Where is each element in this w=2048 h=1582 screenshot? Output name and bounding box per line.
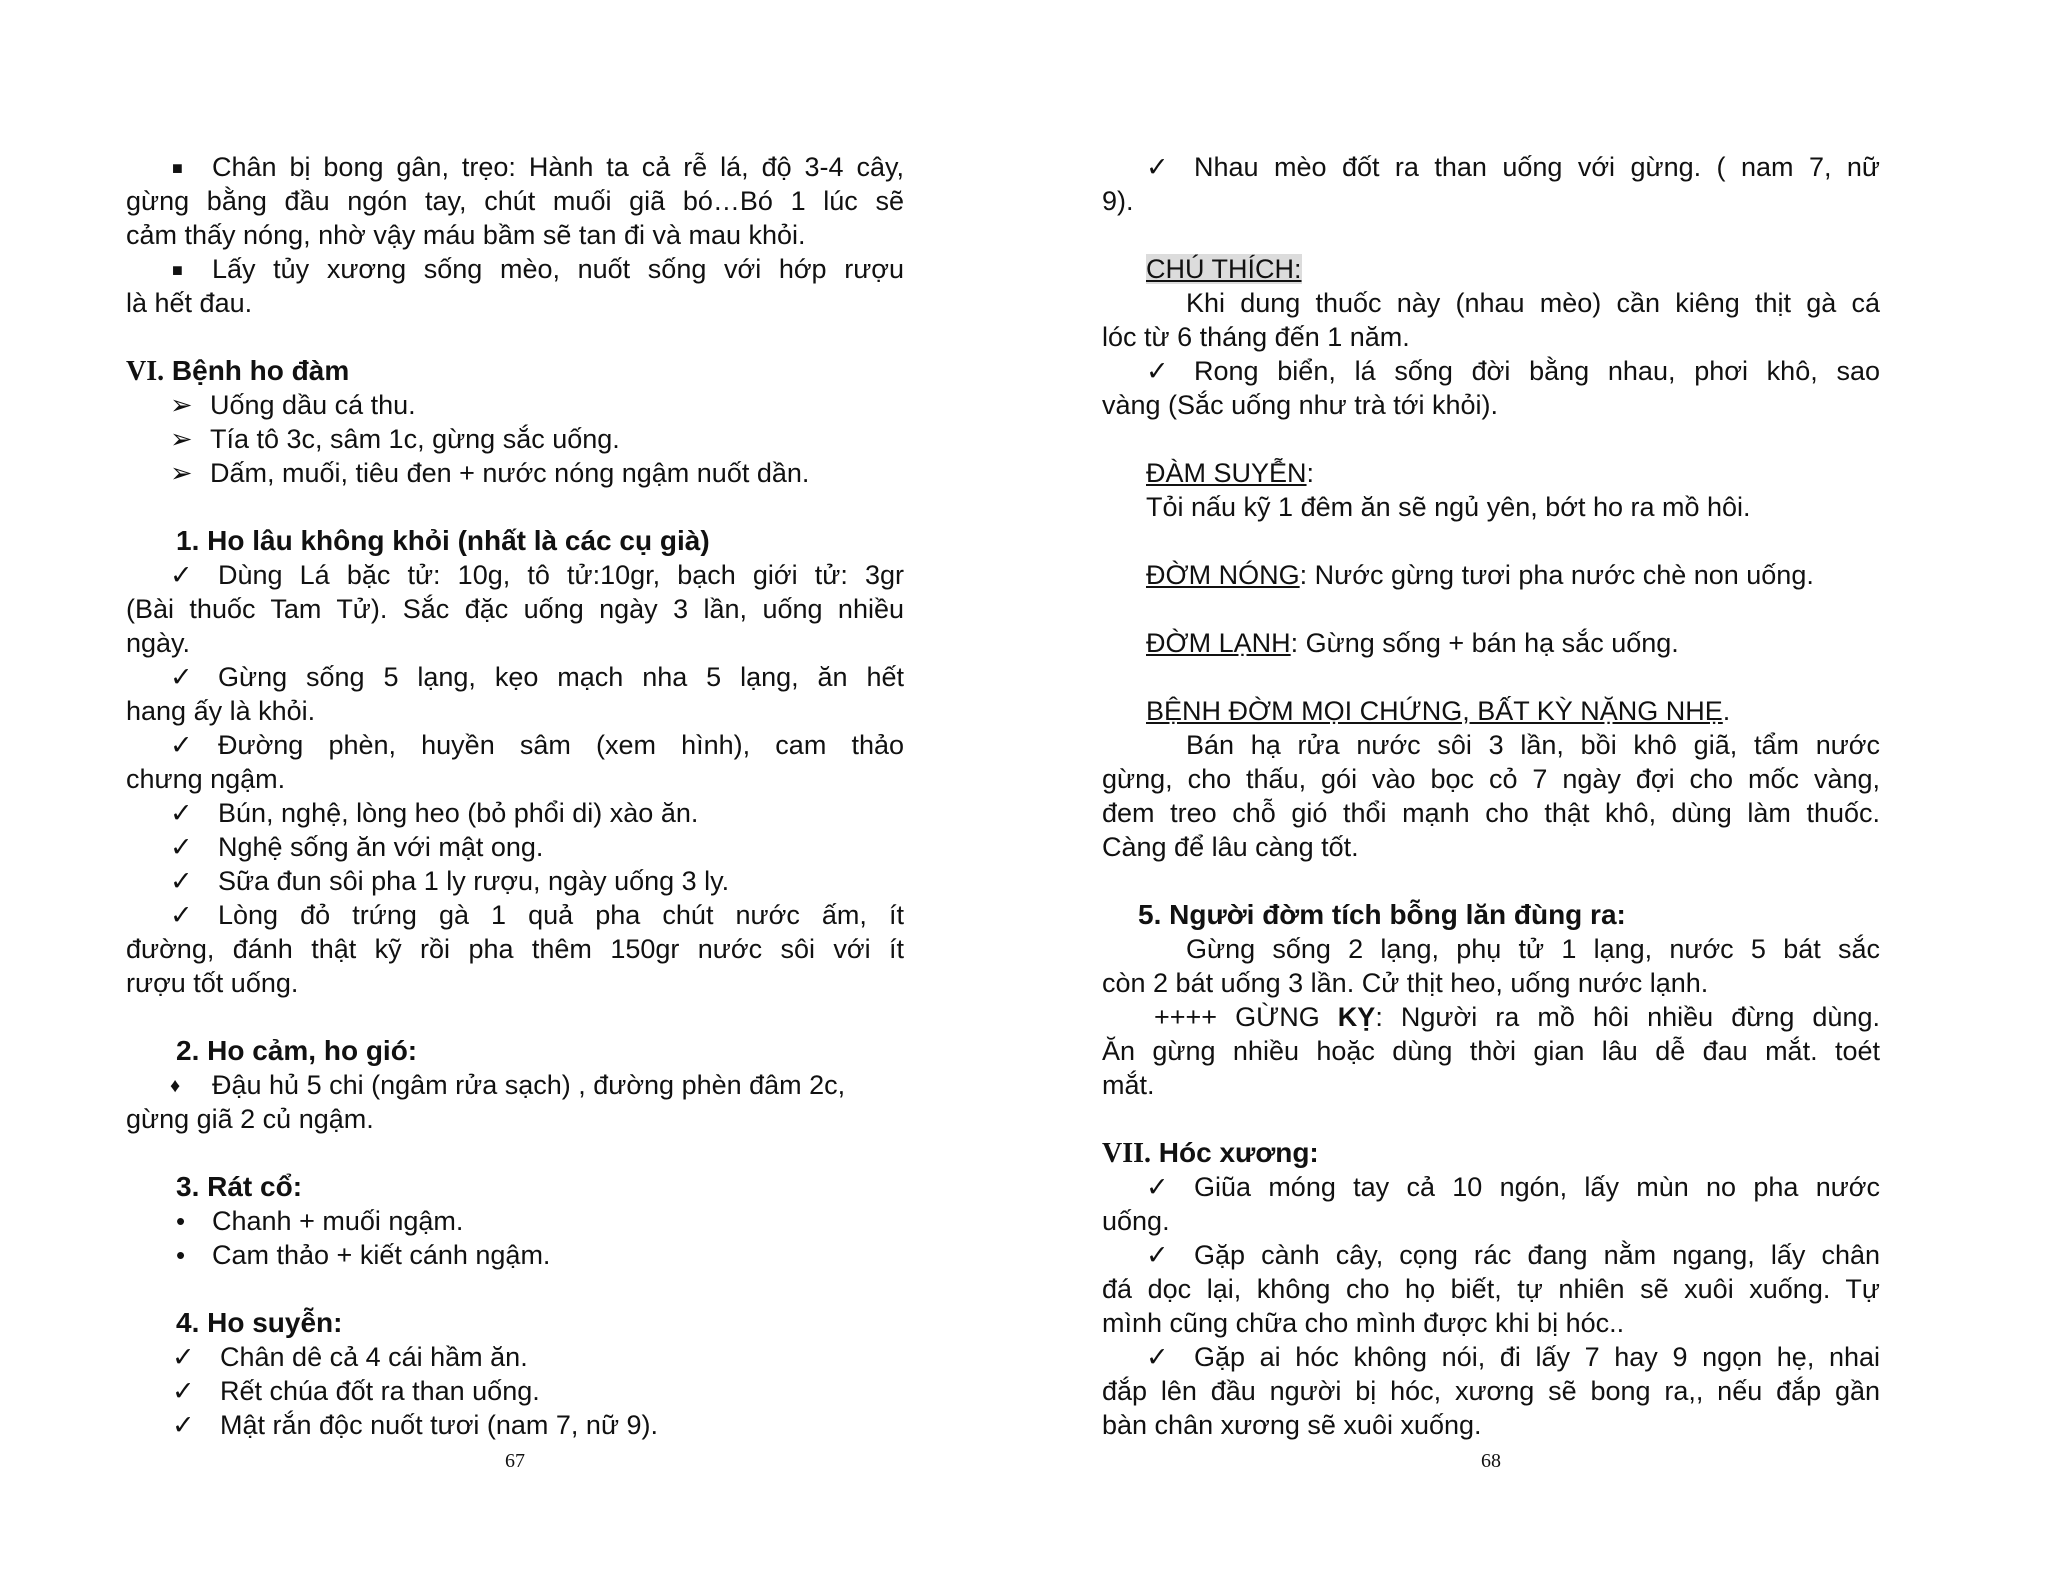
check-bullet-icon: ✓ (170, 832, 193, 862)
text-line: Gừng sống 2 lạng, phụ tử 1 lạng, nước 5 bát sắc (1186, 934, 1880, 964)
text-line: ngày. (126, 628, 191, 658)
list-item: ✓ Dùng Lá bặc tử: 10g, tô tử:10gr, bạch giới tử: 3gr (170, 560, 904, 590)
section-heading: VII. Hóc xương: (1102, 1137, 1319, 1169)
diamond-bullet-icon: ♦ (170, 1075, 181, 1097)
text-line: Càng để lâu càng tốt. (1102, 832, 1359, 862)
text-line: ■ Chân bị bong gân, trẹo: Hành ta cả rễ lá, độ 3-4 cây, (126, 150, 904, 184)
check-bullet-icon: ✓ (1146, 1342, 1169, 1372)
subsection-heading: 5. Người đờm tích bỗng lăn đùng ra: (1138, 899, 1626, 930)
text-line: gừng, cho thấu, gói vào bọc cỏ 7 ngày đợi cho mốc vàng, (1102, 764, 1880, 794)
check-bullet-icon: ✓ (170, 798, 193, 828)
list-item: ✓ Rong biển, lá sống đời bằng nhau, phơi khô, sao (1146, 356, 1880, 386)
note-heading: BỆNH ĐỜM MỌI CHỨNG, BẤT KỲ NẶNG NHẸ. (1146, 696, 1731, 726)
note-heading: ĐỜM LẠNH: Gừng sống + bán hạ sắc uống. (1146, 628, 1679, 658)
note-heading: ĐỜM NÓNG: Nước gừng tươi pha nước chè non uống. (1146, 560, 1814, 590)
text-line: bàn chân xương sẽ xuôi xuống. (1102, 1410, 1482, 1440)
text-line: đường, đánh thật kỹ rồi pha thêm 150gr nước sôi với ít (126, 934, 904, 964)
page-number: 68 (1481, 1450, 1501, 1472)
list-item: ✓ Nhau mèo đốt ra than uống với gừng. ( nam 7, nữ (1146, 152, 1880, 182)
right-page-content (1102, 150, 1880, 1442)
note-heading: ĐÀM SUYỄN: (1146, 458, 1315, 488)
arrow-bullet-icon: ➢ (170, 424, 193, 454)
text-line: cảm thấy nóng, nhờ vậy máu bầm sẽ tan đi và mau khỏi. (126, 220, 806, 250)
subsection-heading: 2. Ho cảm, ho gió: (176, 1035, 418, 1066)
text-line: đá dọc lại, không cho họ biết, tự nhiên sẽ xuôi xuống. Tự (1102, 1274, 1880, 1304)
text-line: Khi dung thuốc này (nhau mèo) cần kiêng thịt gà cá (1186, 288, 1880, 318)
list-item: ✓ Gặp cành cây, cọng rác đang nằm ngang, lấy chân (1146, 1240, 1880, 1270)
square-bullet-icon: ■ (172, 158, 183, 178)
list-item: ✓ Mật rắn độc nuốt tươi (nam 7, nữ 9). (172, 1410, 659, 1440)
check-bullet-icon: ✓ (170, 730, 193, 760)
subsection-heading: 1. Ho lâu không khỏi (nhất là các cụ già) (176, 525, 710, 556)
check-bullet-icon: ✓ (170, 900, 193, 930)
list-item: ✓ Gặp ai hóc không nói, đi lấy 7 hay 9 ngọn hẹ, nhai (1146, 1342, 1880, 1372)
text-line: rượu tốt uống. (126, 968, 299, 998)
arrow-bullet-icon: ➢ (170, 458, 193, 488)
page-number: 67 (505, 1450, 525, 1472)
square-bullet-icon: ■ (172, 260, 183, 280)
text-line: là hết đau. (126, 288, 253, 318)
text-line: mắt. (1102, 1070, 1155, 1100)
arrow-bullet-icon: ➢ (170, 390, 193, 420)
list-item: ✓ Giũa móng tay cả 10 ngón, lấy mùn no pha nước (1146, 1172, 1880, 1202)
check-bullet-icon: ✓ (172, 1410, 195, 1440)
check-bullet-icon: ✓ (170, 560, 193, 590)
text-line: Bán hạ rửa nước sôi 3 lần, bồi khô giã, tẩm nước (1186, 730, 1880, 760)
list-item: • Chanh + muối ngậm. (176, 1206, 464, 1236)
list-item: ➢ Dấm, muối, tiêu đen + nước nóng ngậm nuốt dần. (170, 458, 810, 488)
check-bullet-icon: ✓ (172, 1342, 195, 1372)
text-line: đem treo chỗ gió thổi mạnh cho thật khô, dùng làm thuốc. (1102, 798, 1880, 828)
text-line: gừng bằng đầu ngón tay, chút muối giã bó…Bó 1 lúc sẽ (126, 186, 904, 216)
check-bullet-icon: ✓ (170, 866, 193, 896)
text-line: đắp lên đầu người bị hóc, xương sẽ bong ra,, nếu đắp gần (1102, 1376, 1880, 1406)
list-item: ✓ Đường phèn, huyền sâm (xem hình), cam thảo (170, 730, 904, 760)
list-item: ♦ Đậu hủ 5 chi (ngâm rửa sạch) , đường phèn đâm 2c, (126, 1068, 904, 1102)
left-page-content (126, 150, 904, 1442)
text-line: (Bài thuốc Tam Tử). Sắc đặc uống ngày 3 lần, uống nhiều (126, 594, 904, 624)
text-line: ■ Lấy tủy xương sống mèo, nuốt sống với hớp rượu (126, 252, 904, 286)
list-item: ✓ Bún, nghệ, lòng heo (bỏ phổi di) xào ăn. (170, 798, 699, 828)
list-item: ✓ Gừng sống 5 lạng, kẹo mạch nha 5 lạng, ăn hết (170, 662, 904, 692)
text-line: hang ấy là khỏi. (126, 696, 316, 726)
list-item: ✓ Lòng đỏ trứng gà 1 quả pha chút nước ấm, ít (170, 900, 904, 930)
text-line: lóc từ 6 tháng đến 1 năm. (1102, 322, 1410, 352)
subsection-heading: 3. Rát cổ: (176, 1171, 303, 1202)
list-item: ➢ Tía tô 3c, sâm 1c, gừng sắc uống. (170, 424, 620, 454)
check-bullet-icon: ✓ (1146, 1240, 1169, 1270)
section-heading: VI. Bệnh ho đàm (126, 355, 350, 387)
check-bullet-icon: ✓ (1146, 152, 1169, 182)
list-item: ➢ Uống dầu cá thu. (170, 390, 416, 420)
list-item: ✓ Chân dê cả 4 cái hầm ăn. (172, 1342, 528, 1372)
text-line: Tỏi nấu kỹ 1 đêm ăn sẽ ngủ yên, bớt ho ra mồ hôi. (1146, 492, 1751, 522)
text-line: còn 2 bát uống 3 lần. Cử thịt heo, uống nước lạnh. (1102, 968, 1709, 998)
text-line: Ăn gừng nhiều hoặc dùng thời gian lâu dễ đau mắt. toét (1102, 1036, 1880, 1066)
check-bullet-icon: ✓ (1146, 356, 1169, 386)
text-line: ++++ GỪNG KỴ: Người ra mồ hôi nhiều đừng dùng. (1154, 1002, 1880, 1032)
text-line: 9). (1102, 186, 1134, 216)
check-bullet-icon: ✓ (1146, 1172, 1169, 1202)
subsection-heading: 4. Ho suyễn: (176, 1307, 343, 1338)
list-item: ✓ Rết chúa đốt ra than uống. (172, 1376, 540, 1406)
text-line: gừng giã 2 củ ngậm. (126, 1104, 374, 1134)
note-heading: CHÚ THÍCH: (1146, 254, 1302, 284)
check-bullet-icon: ✓ (172, 1376, 195, 1406)
text-line: uống. (1102, 1206, 1170, 1236)
list-item: ✓ Sữa đun sôi pha 1 ly rượu, ngày uống 3 ly. (170, 866, 730, 896)
text-line: chưng ngậm. (126, 764, 286, 794)
check-bullet-icon: ✓ (170, 662, 193, 692)
dot-bullet-icon: • (176, 1206, 186, 1236)
dot-bullet-icon: • (176, 1240, 186, 1270)
text-line: mình cũng chữa cho mình được khi bị hóc.. (1102, 1308, 1625, 1338)
list-item: • Cam thảo + kiết cánh ngậm. (176, 1240, 551, 1270)
text-line: vàng (Sắc uống như trà tới khỏi). (1102, 390, 1498, 420)
list-item: ✓ Nghệ sống ăn với mật ong. (170, 832, 544, 862)
